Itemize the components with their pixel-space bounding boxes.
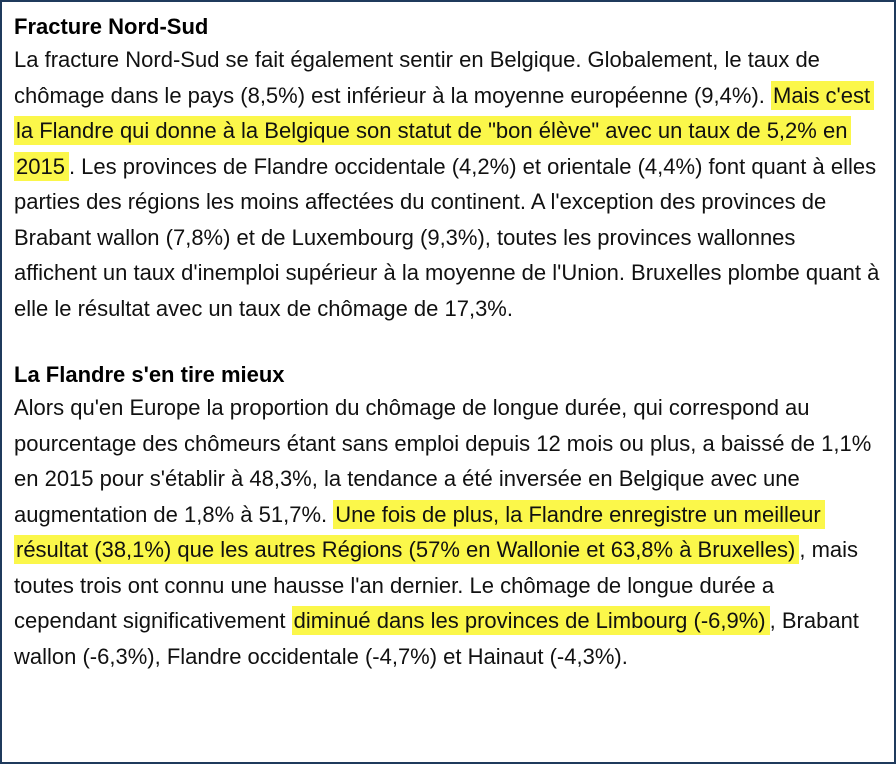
highlighted-text: Mais c'est la Flandre qui donne à la Belgique son statut de "bon élève" avec un taux de 5,2% en 2015 [14, 81, 874, 181]
section-paragraph-fracture-nord-sud [14, 42, 882, 326]
paragraph-text: , Brabant wallon (-6,3%), Flandre occidentale (-4,7%) et Hainaut (-4,3%). [14, 608, 859, 669]
section-heading-fracture-nord-sud: Fracture Nord-Sud [14, 14, 209, 39]
highlighted-text: Une fois de plus, la Flandre enregistre un meilleur résultat (38,1%) que les autres Régions (57% en Wallonie et 63,8% à Bruxelles) [14, 500, 825, 565]
paragraph-text: , mais toutes trois ont connu une hausse l'an dernier. Le chômage de longue durée a cependant significativement [14, 537, 859, 633]
highlighted-text: diminué dans les provinces de Limbourg (-6,9%) [292, 606, 770, 635]
paragraph-text: . Les provinces de Flandre occidentale (4,2%) et orientale (4,4%) font quant à elles parties des régions les moins affectées du continent. A l'exception des provinces de Brabant wallon (7,8%) et de Luxembourg (9,3%), toutes les provinces wallonnes affichent un taux d'inemploi supérieur à la moyenne de l'Union. Bruxelles plombe quant à elle le résultat avec un taux de chômage de 17,3%. [14, 153, 880, 321]
article-content [14, 12, 882, 674]
section-paragraph-flandre-mieux [14, 390, 882, 674]
section-spacer [14, 326, 882, 360]
section-heading-flandre-mieux: La Flandre s'en tire mieux [14, 362, 285, 387]
paragraph-text: Alors qu'en Europe la proportion du chômage de longue durée, qui correspond au pourcentage des chômeurs étant sans emploi depuis 12 mois ou plus, a baissé de 1,1% en 2015 pour s'établir à 48,3%, la tendance a été inversée en Belgique avec une augmentation de 1,8% à 51,7%. [14, 395, 872, 527]
paragraph-text: La fracture Nord-Sud se fait également sentir en Belgique. Globalement, le taux de chômage dans le pays (8,5%) est inférieur à la moyenne européenne (9,4%). [14, 47, 820, 108]
